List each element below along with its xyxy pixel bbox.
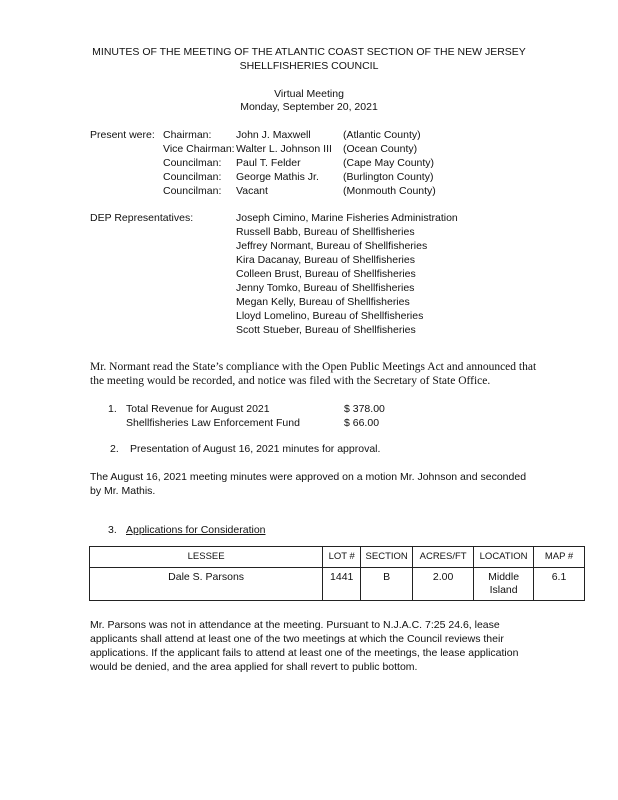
member-county: (Cape May County) <box>343 157 435 169</box>
item-1-number: 1. <box>108 403 117 415</box>
table-row <box>90 568 585 601</box>
dep-rep: Jeffrey Normant, Bureau of Shellfisheries <box>236 240 428 252</box>
member-county: (Monmouth County) <box>343 185 436 197</box>
dep-rep: Megan Kelly, Bureau of Shellfisheries <box>236 296 410 308</box>
table-header-cell: LESSEE <box>90 547 323 568</box>
member-county: (Atlantic County) <box>343 129 421 141</box>
member-county: (Burlington County) <box>343 171 434 183</box>
table-header-cell: SECTION <box>361 547 413 568</box>
compliance-line-1: Mr. Normant read the State’s compliance with the Open Public Meetings Act and announced that <box>90 361 537 373</box>
enforcement-fund-label: Shellfisheries Law Enforcement Fund <box>126 417 300 429</box>
revenue-amount: $ 378.00 <box>344 403 385 415</box>
acres-cell: 2.00 <box>413 568 474 601</box>
table-header-cell: LOCATION <box>474 547 534 568</box>
map-cell: 6.1 <box>534 568 585 601</box>
dep-rep: Joseph Cimino, Marine Fisheries Administration <box>236 212 458 224</box>
table-header-cell: MAP # <box>534 547 585 568</box>
dep-rep: Scott Stueber, Bureau of Shellfisheries <box>236 324 416 336</box>
member-name: George Mathis Jr. <box>236 171 319 183</box>
revenue-label: Total Revenue for August 2021 <box>126 403 270 415</box>
dep-rep: Russell Babb, Bureau of Shellfisheries <box>236 226 415 238</box>
document-title-line-1: MINUTES OF THE MEETING OF THE ATLANTIC COAST SECTION OF THE NEW JERSEY <box>92 46 526 58</box>
location-line: Island <box>489 584 518 596</box>
lot-cell: 1441 <box>323 568 361 601</box>
table-header-row <box>90 547 585 568</box>
dep-label: DEP Representatives: <box>90 212 194 224</box>
member-county: (Ocean County) <box>343 143 418 155</box>
lessee-cell: Dale S. Parsons <box>90 568 323 601</box>
document-title-line-2: SHELLFISHERIES COUNCIL <box>239 60 379 72</box>
meeting-date: Monday, September 20, 2021 <box>240 101 378 113</box>
closing-line-1: Mr. Parsons was not in attendance at the meeting. Pursuant to N.J.A.C. 7:25 24.6, lease <box>90 619 500 631</box>
member-name: Walter L. Johnson III <box>236 143 332 155</box>
dep-rep: Lloyd Lomelino, Bureau of Shellfisheries <box>236 310 424 322</box>
member-name: John J. Maxwell <box>236 129 311 141</box>
location-cell <box>474 568 534 601</box>
approval-line-1: The August 16, 2021 meeting minutes were approved on a motion Mr. Johnson and seconded <box>90 471 527 483</box>
closing-line-2: applicants shall attend at least one of the two meetings at which the Council reviews their <box>90 633 504 645</box>
item-2-number: 2. <box>110 443 119 455</box>
closing-line-3: applications. If the applicant fails to attend at least one of the meetings, the lease application <box>90 647 519 659</box>
enforcement-fund-amount: $ 66.00 <box>344 417 380 429</box>
dep-rep: Jenny Tomko, Bureau of Shellfisheries <box>236 282 415 294</box>
compliance-line-2: the meeting would be recorded, and notice was filed with the Secretary of State Office. <box>90 375 491 387</box>
location-line: Middle <box>488 571 520 583</box>
present-label: Present were: <box>90 129 155 141</box>
member-role: Chairman: <box>163 129 212 141</box>
item-3-heading: Applications for Consideration <box>126 524 266 536</box>
item-3-number: 3. <box>108 524 117 536</box>
applications-table <box>89 546 585 601</box>
member-role: Vice Chairman: <box>163 143 235 155</box>
member-role: Councilman: <box>163 185 222 197</box>
table-header-cell: ACRES/FT <box>413 547 474 568</box>
approval-line-2: by Mr. Mathis. <box>90 485 156 497</box>
member-role: Councilman: <box>163 157 222 169</box>
table-header-cell: LOT # <box>323 547 361 568</box>
section-cell: B <box>361 568 413 601</box>
dep-rep: Kira Dacanay, Bureau of Shellfisheries <box>236 254 415 266</box>
closing-line-4: would be denied, and the area applied for shall revert to public bottom. <box>90 661 418 673</box>
dep-rep: Colleen Brust, Bureau of Shellfisheries <box>236 268 416 280</box>
item-2-text: Presentation of August 16, 2021 minutes for approval. <box>130 443 381 455</box>
meeting-type: Virtual Meeting <box>274 88 344 100</box>
member-name: Vacant <box>236 185 268 197</box>
member-role: Councilman: <box>163 171 222 183</box>
member-name: Paul T. Felder <box>236 157 301 169</box>
